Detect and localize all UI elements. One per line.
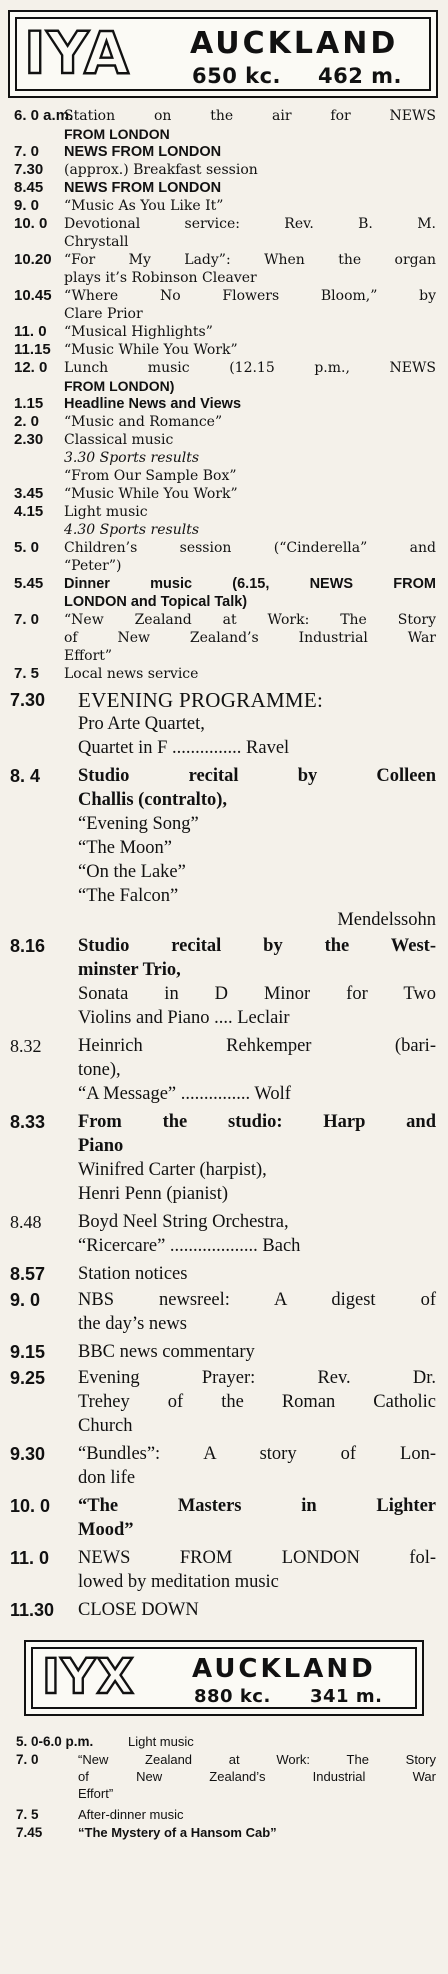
- entry-text: NBS newsreel: A digest of the day’s news: [78, 1290, 436, 1334]
- entry-text: “Music While You Work”: [64, 486, 238, 502]
- entry-text: “The Mystery of a Hansom Cab”: [78, 1825, 277, 1840]
- entry-time: 7.30: [14, 161, 44, 178]
- entry-time: 8.33: [10, 1112, 46, 1132]
- station-frequency: 880 kc.: [194, 1686, 271, 1707]
- station-city: AUCKLAND: [192, 1654, 376, 1684]
- entry-text: “Music As You Like It”: [64, 198, 224, 214]
- entry-time: 7. 0: [14, 143, 40, 160]
- entry-time: 11. 0: [14, 323, 47, 340]
- entry-text: NEWS FROM LONDON: [64, 180, 222, 196]
- entry-text: Headline News and Views: [64, 396, 242, 412]
- entry-time: 7. 0: [16, 1752, 39, 1767]
- entry-text: NEWS FROM LONDON fol- lowed by meditation music: [78, 1548, 436, 1592]
- entry-text: Local news service: [64, 666, 199, 682]
- entry-time: 7. 5: [14, 665, 40, 682]
- entry-time: 9.30: [10, 1444, 46, 1464]
- entry-time: 8. 4: [10, 766, 41, 786]
- station-banner-1yx: [24, 1640, 424, 1716]
- entry-time: 7.30: [10, 690, 46, 710]
- entry-time: 11.15: [14, 341, 51, 358]
- entry-text: “The Masters in Lighter Mood”: [78, 1496, 436, 1540]
- entry-time: 8.48: [10, 1212, 42, 1232]
- entry-time: 6. 0 a.m.: [14, 107, 74, 124]
- entry-time: 8.57: [10, 1264, 46, 1284]
- entry-time: 11.30: [10, 1600, 55, 1620]
- entry-text: Classical music 3.30 Sports results “From Our Sample Box”: [64, 432, 237, 484]
- entry-text: Devotional service: Rev. B. M. Chrystall: [64, 216, 436, 250]
- entry-text: Light music: [128, 1734, 194, 1749]
- entry-time: 5. 0-6.0 p.m.: [16, 1734, 94, 1749]
- station-callsign: IYA: [24, 19, 130, 87]
- entry-text: “Music and Romance”: [64, 414, 223, 430]
- entry-text: “New Zealand at Work: The Story of New Zealand’s Industrial War Effort”: [78, 1752, 436, 1801]
- entry-time: 1.15: [14, 395, 44, 412]
- entry-text: EVENING PROGRAMME: Pro Arte Quartet, Quartet in F ............... Ravel: [78, 688, 324, 758]
- entry-time: 9. 0: [14, 197, 40, 214]
- entry-time: 10.45: [14, 287, 52, 304]
- entry-text: “Musical Highlights”: [64, 324, 213, 340]
- entry-text: Children’s session (“Cinderella” and “Peter”): [64, 540, 436, 574]
- entry-text: Evening Prayer: Rev. Dr. Trehey of the Roman Catholic Church: [78, 1368, 436, 1436]
- entry-time: 2.30: [14, 431, 44, 448]
- entry-text: Lunch music (12.15 p.m., NEWS FROM LONDON): [64, 360, 436, 394]
- entry-text: “New Zealand at Work: The Story of New Zealand’s Industrial War Effort”: [64, 612, 436, 664]
- entry-text: Studio recital by the West- minster Trio, Sonata in D Minor for Two Violins and Piano .... Leclair: [78, 936, 436, 1028]
- entry-text: “Where No Flowers Bloom,” by Clare Prior: [64, 288, 436, 322]
- entry-time: 12. 0: [14, 359, 48, 376]
- entry-time: 4.15: [14, 503, 44, 520]
- entry-time: 10.20: [14, 251, 52, 268]
- entry-text: Station on the air for NEWS FROM LONDON: [64, 108, 436, 142]
- entry-time: 8.32: [10, 1036, 42, 1056]
- entry-time: 9.15: [10, 1342, 46, 1362]
- entry-time: 11. 0: [10, 1548, 50, 1568]
- entry-text: Station notices: [78, 1264, 188, 1284]
- entry-time: 10. 0: [14, 215, 48, 232]
- entry-time: 9.25: [10, 1368, 46, 1388]
- entry-text: (approx.) Breakfast session: [64, 162, 258, 178]
- entry-text: “Music While You Work”: [64, 342, 238, 358]
- entry-text: CLOSE DOWN: [78, 1600, 199, 1620]
- entry-text: Studio recital by Colleen Challis (contralto), “Evening Song” “The Moon” “On the Lake” “The Falcon” Mendelssohn: [78, 766, 436, 930]
- entry-time: 8.16: [10, 936, 46, 956]
- station-wavelength: 462 m.: [318, 64, 403, 88]
- entry-time: 9. 0: [10, 1290, 41, 1310]
- entry-time: 5. 0: [14, 539, 40, 556]
- entry-text: BBC news commentary: [78, 1342, 255, 1362]
- station-city: AUCKLAND: [190, 26, 399, 61]
- station-wavelength: 341 m.: [310, 1686, 383, 1707]
- station-banner-1yA: [8, 10, 438, 98]
- entry-time: 7.45: [16, 1825, 43, 1840]
- entry-text: NEWS FROM LONDON: [64, 144, 222, 160]
- entry-time: 3.45: [14, 485, 44, 502]
- entry-time: 7. 5: [16, 1807, 39, 1822]
- entry-time: 2. 0: [14, 413, 40, 430]
- entry-text: “Bundles”: A story of Lon- don life: [78, 1444, 436, 1488]
- entry-time: 7. 0: [14, 611, 40, 628]
- entry-text: Light music 4.30 Sports results: [64, 504, 200, 538]
- entry-time: 5.45: [14, 575, 44, 592]
- station-frequency: 650 kc.: [192, 64, 282, 88]
- entry-text: From the studio: Harp and Piano Winifred Carter (harpist), Henri Penn (pianist): [78, 1112, 436, 1204]
- entry-text: Boyd Neel String Orchestra, “Ricercare” ................... Bach: [78, 1212, 301, 1256]
- entry-text: Dinner music (6.15, NEWS FROM LONDON and Topical Talk): [64, 576, 436, 610]
- entry-time: 8.45: [14, 179, 44, 196]
- entry-text: After-dinner music: [78, 1807, 184, 1822]
- station-callsign: IYX: [42, 1649, 135, 1705]
- entry-text: “For My Lady”: When the organ plays it’s Robinson Cleaver: [64, 252, 436, 286]
- entry-time: 10. 0: [10, 1496, 51, 1516]
- entry-text: Heinrich Rehkemper (bari- tone), “A Message” ............... Wolf: [78, 1036, 436, 1104]
